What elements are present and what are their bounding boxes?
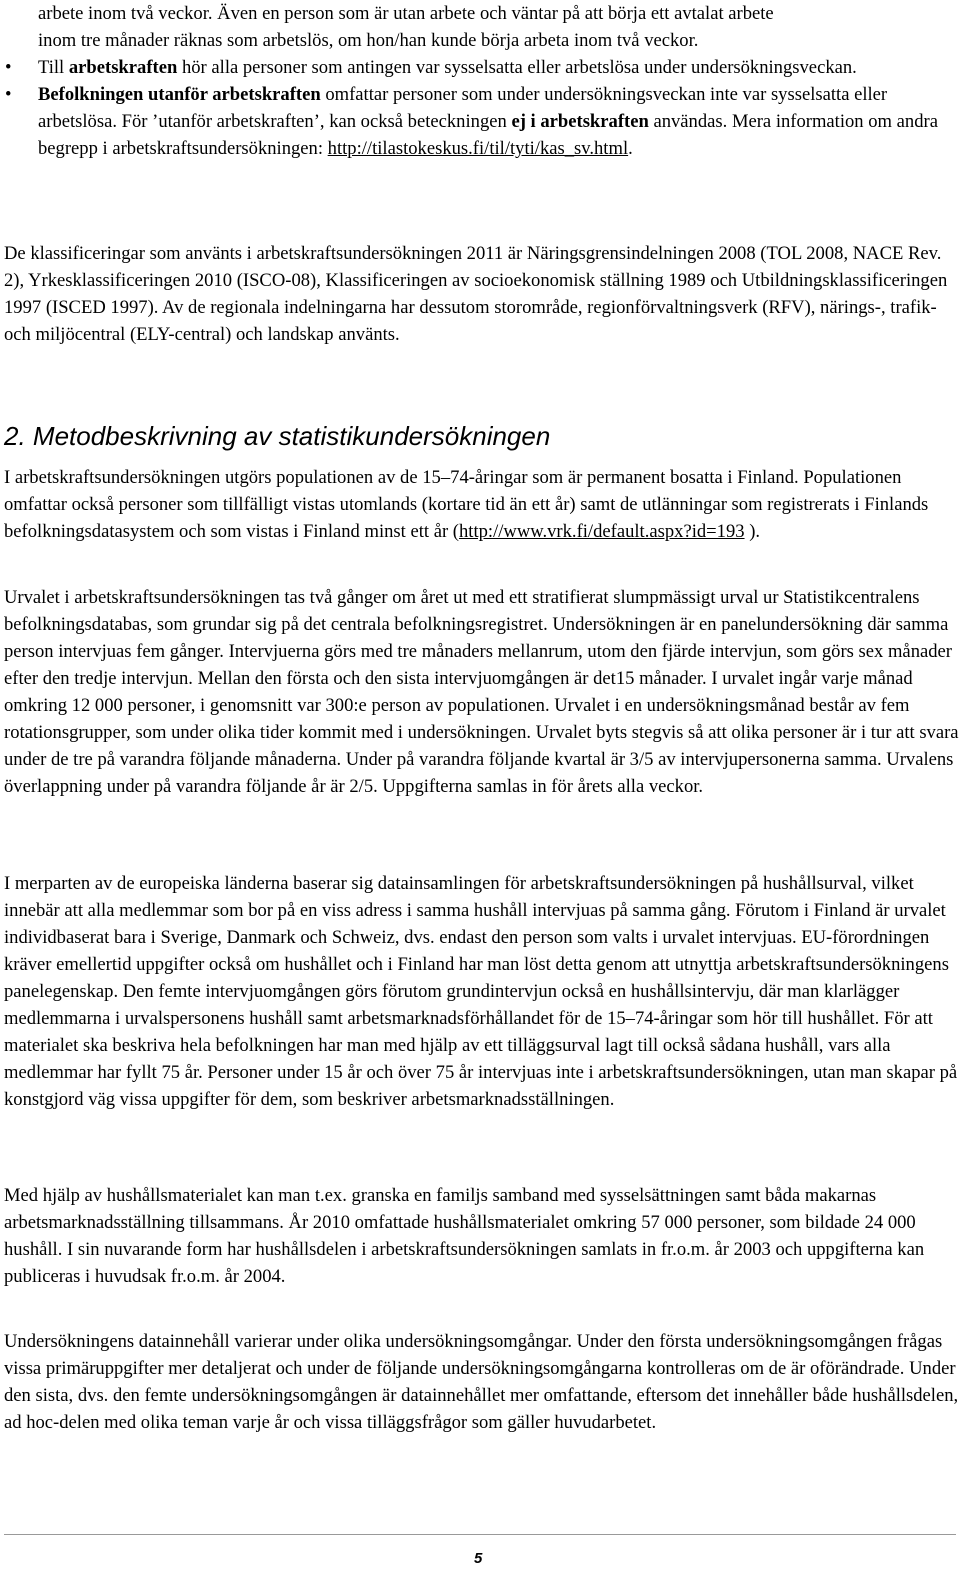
sampling-paragraph: Urvalet i arbetskraftsundersökningen tas två gånger om året ut med ett stratifierat slumpmässigt urval ur Statistikcentralens befolkningsdatabas, som grundar sig på det centrala befolkningsregistret. Undersökningen är en panelundersökning där samma person intervjuas fem gånger. Intervjuerna görs med tre månaders mellanrum, utom den fjärde intervjun, som görs sex månader efter den tredje intervjun. Mellan den första och den sista intervjuomgången är det15 månader. I urvalet ingår varje månad omkring 12 000 personer, i genomsnitt var 300:e person av populationen. Urvalet i en undersökningsmånad består av fem rotationsgrupper, som under olika tider kommit med i undersökningen. Urvalet byts stegvis så att olika personer är i tur att svara under de tre på varandra följande månaderna. Under på varandra följande kvartal är 3/5 av intervjupersonerna samma. Urvalens överlappning under på varandra följande år är 2/5. Uppgifterna samlas in för årets alla veckor. — [4, 587, 959, 797]
intro-line-1: arbete inom två veckor. Även en person som är utan arbete och väntar på att börja ett avtalat arbete — [38, 3, 774, 24]
tilastokeskus-link[interactable]: http://tilastokeskus.fi/til/tyti/kas_sv.html — [327, 138, 629, 159]
page-number: 5 — [474, 1550, 483, 1567]
term-arbetskraften: arbetskraften — [68, 57, 178, 78]
list-item-end: . — [628, 138, 633, 159]
list-item-pre: Till — [38, 57, 69, 78]
intro-line-2: inom tre månader räknas som arbetslös, om hon/han kunde börja arbeta inom två veckor. — [38, 30, 699, 51]
list-item — [4, 81, 960, 162]
footer-divider — [4, 1534, 956, 1535]
bullet-icon: • — [5, 84, 12, 105]
term-ej-i-arbetskraften: ej i arbetskraften — [511, 111, 649, 132]
household-paragraph: I merparten av de europeiska länderna baserar sig datainsamlingen för arbetskraftsundersökningen på hushållsurval, vilket innebär att alla medlemmar som bor på en viss adress i samma hushåll intervjuas på samma gång. Förutom i Finland är urvalet individbaserat bara i Sverige, Danmark och Schweiz, dvs. endast den person som valts i urvalet intervjuas. EU-förordningen kräver emellertid uppgifter också om hushållet och i Finland har man löst detta genom att utnyttja arbetskraftsundersökningens panelegenskap. Den femte intervjuomgången görs förutom grundintervjun också en hushållsintervju, där man klarlägger medlemmarna i urvalspersonens hushåll samt arbetsmarknadsförhållandet för de 15–74-åringar som hör till hushållet. För att materialet ska beskriva hela befolkningen har man med hjälp av ett tilläggsurval lagt till också sådana hushåll, vars alla medlemmar har fyllt 75 år. Personer under 15 år och över 75 år intervjuas inte i arbetskraftsundersökningen, utan man skapar på konstgjord väg vissa uppgifter för dem, som beskriver arbetsmarknadsställningen. — [4, 873, 958, 1110]
data-content-paragraph: Undersökningens datainnehåll varierar under olika undersökningsomgångar. Under den första undersökningsomgången frågas vissa primäruppgifter mer detaljerat och under de följande undersökningsomgångarna kontrolleras om de är oförändrade. Under den sista, dvs. den femte undersökningsomgången är datainnehållet mer omfattande, eftersom det innehåller både hushållsdelen, ad hoc-delen med olika teman varje år och vissa tilläggsfrågor som gäller huvudarbetet. — [4, 1331, 959, 1433]
list-item-text-2: användas. Mera information om andra begrepp i arbetskraftsundersökningen: — [38, 111, 938, 159]
population-text: I arbetskraftsundersökningen utgörs populationen av de 15–74-åringar som är permanent bosatta i Finland. Populationen omfattar också personer som tillfälligt vistas utomlands (kortare tid än ett år) samt de utlänningar som registrerats i Finlands befolkningsdatasystem och som vistas i Finland minst ett år ( — [4, 467, 929, 542]
list-item-text: hör alla personer som antingen var sysselsatta eller arbetslösa under undersökningsveckan. — [177, 57, 857, 78]
definition-list — [4, 54, 960, 162]
vrk-link[interactable]: http://www.vrk.fi/default.aspx?id=193 — [458, 521, 745, 542]
section-heading: 2. Metodbeskrivning av statistikundersökningen — [4, 421, 551, 451]
term-befolkningen-utanfor: Befolkningen utanför arbetskraften — [38, 84, 321, 105]
population-paragraph — [4, 464, 960, 545]
classification-paragraph: De klassificeringar som använts i arbetskraftsundersökningen 2011 är Näringsgrensindelningen 2008 (TOL 2008, NACE Rev. 2), Yrkesklassificeringen 2010 (ISCO-08), Klassificeringen av socioekonomisk ställning 1989 och Utbildningsklassificeringen 1997 (ISCED 1997). Av de regionala indelningarna har dessutom storområde, regionförvaltningsverk (RFV), närings-, trafik- och miljöcentral (ELY-central) och landskap använts. — [4, 243, 948, 345]
intro-paragraph — [4, 0, 960, 54]
population-end: ). — [744, 521, 761, 542]
list-item-text: omfattar personer som under undersökningsveckan inte var sysselsatta eller arbetslösa. För ’utanför arbetskraften’, kan också beteckningen — [38, 84, 888, 132]
household-material-paragraph: Med hjälp av hushållsmaterialet kan man t.ex. granska en familjs samband med sysselsättningen samt båda makarnas arbetsmarknadsställning tillsammans. År 2010 omfattade hushållsmaterialet omkring 57 000 personer, som bildade 24 000 hushåll. I sin nuvarande form har hushållsdelen i arbetskraftsundersökningen samlats in fr.o.m. år 2003 och uppgifterna kan publiceras i huvudsak fr.o.m. år 2004. — [4, 1185, 925, 1287]
bullet-icon: • — [5, 57, 12, 78]
list-item — [4, 54, 960, 81]
